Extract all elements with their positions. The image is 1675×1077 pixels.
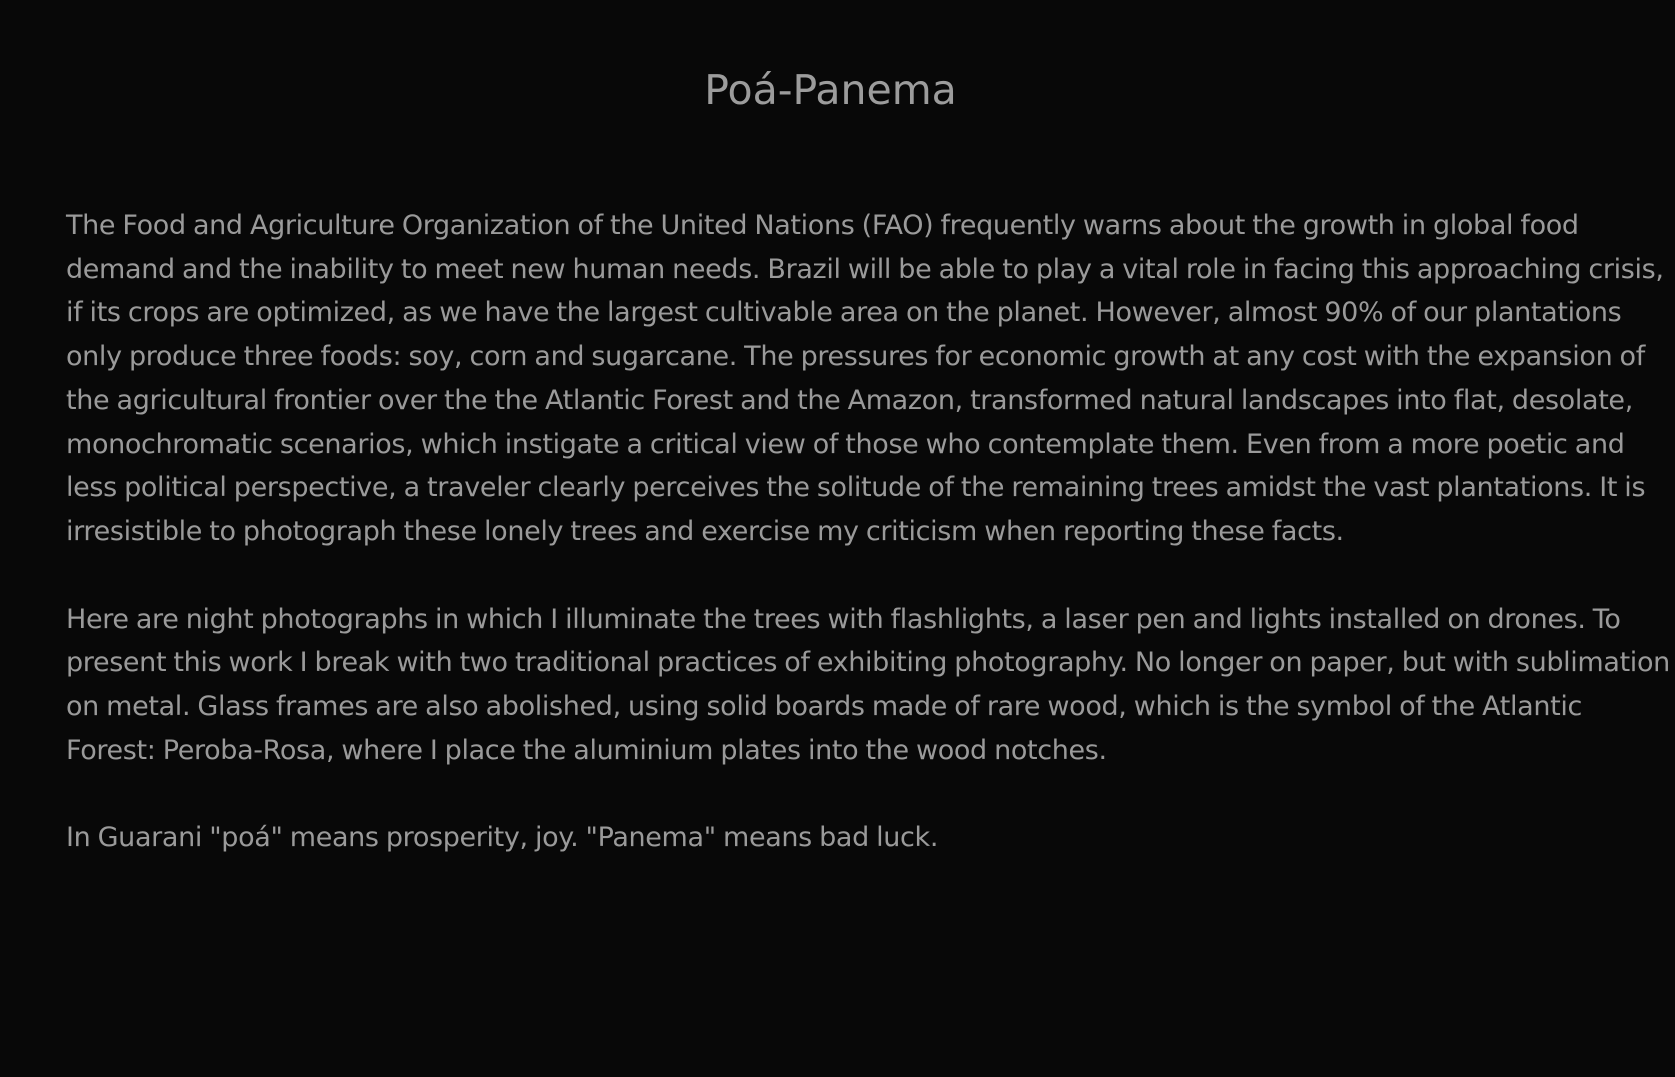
paragraph-fao: The Food and Agriculture Organization of the United Nations (FAO) frequently warns about the growth in global food demand and the inability to meet new human needs. Brazil will be able to play a vital role in facing this approaching crisis, if its crops are optimized, as we have the largest cultivable area on the planet. However, almost 90% of our plantations only produce three foods: soy, corn and sugarcane. The pressures for economic growth at any cost with the expansion of the agricultural frontier over the the Atlantic Forest and the Amazon, transformed natural landscapes into flat, desolate, monochromatic scenarios, which instigate a critical view of those who contemplate them. Even from a more poetic and less political perspective, a traveler clearly perceives the solitude of the remaining trees amidst the vast plantations. It is irresistible to photograph these lonely trees and exercise my criticism when reporting these facts. — [66, 210, 1664, 547]
paragraph-night-photographs: Here are night photographs in which I illuminate the trees with flashlights, a laser pen and lights installed on drones. To present this work I break with two traditional practices of exhibiting photography. No longer on paper, but with sublimation on metal. Glass frames are also abolished, using solid boards made of rare wood, which is the symbol of the Atlantic Forest: Peroba-Rosa, where I place the aluminium plates into the wood notches. — [66, 603, 1670, 766]
body-text — [66, 204, 1670, 860]
paragraph-guarani-meaning: In Guarani "poá" means prosperity, joy. "Panema" means bad luck. — [66, 822, 939, 854]
page-title: Poá-Panema — [704, 66, 957, 114]
